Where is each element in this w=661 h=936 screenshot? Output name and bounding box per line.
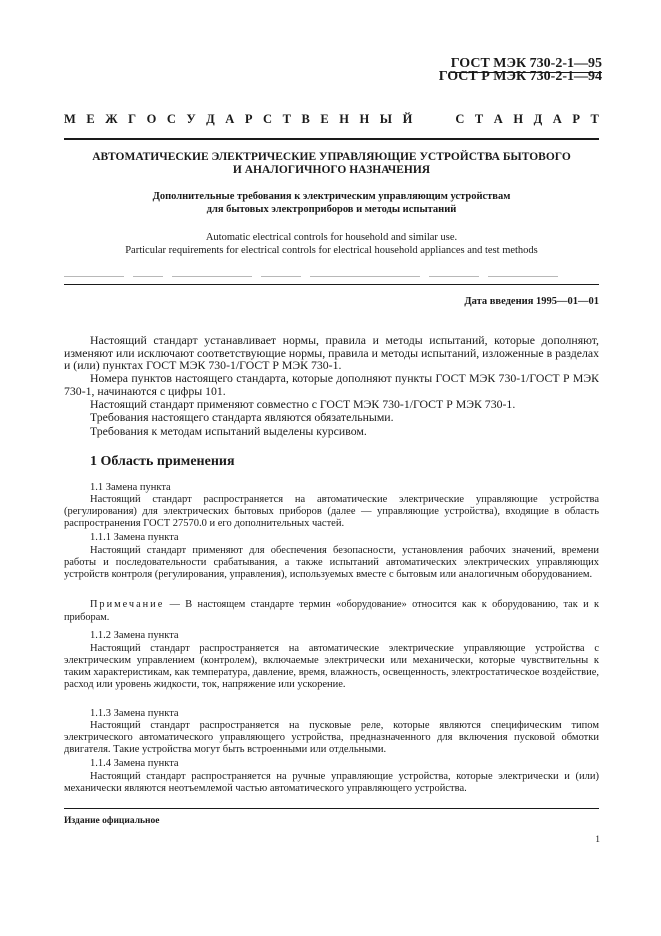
intro-paragraph: Настоящий стандарт устанавливает нормы, правила и методы испытаний, которые дополняют, изменяют или исключают соответствующие нормы, правила и методы испытаний, изложенные в разделах и (или) пунктах ГОСТ МЭК 730-1/ГОСТ Р МЭК 730-1.	[64, 333, 599, 373]
intro-paragraph: Требования настоящего стандарта являются обязательными.	[90, 410, 394, 424]
heading-letter: Е	[320, 112, 329, 126]
document-title: АВТОМАТИЧЕСКИЕ ЭЛЕКТРИЧЕСКИЕ УПРАВЛЯЮЩИЕ УСТРОЙСТВА БЫТОВОГО И АНАЛОГИЧНОГО НАЗНАЧЕНИЯ	[92, 151, 571, 176]
heading-letter: Ы	[379, 112, 393, 126]
heading-letter: Е	[86, 112, 95, 126]
interstate-standard-heading	[64, 112, 599, 127]
heading-letter: Т	[474, 112, 484, 126]
heading-letter: Т	[282, 112, 291, 126]
gost-designation-2: ГОСТ Р МЭК 730-2-1—94	[438, 69, 602, 84]
clause-text: Настоящий стандарт распространяется на автоматические электрические управляющие устройства с электрическим управлением (контролем), включаемые электрически или механически, которые чувствительны к таким характеристикам, как температура, давление, время, влажность, освещенность, электростатическое воздействие, расход или уровень жидкости, ток, напряжение или ускорение.	[64, 643, 599, 690]
heading-letter: Т	[590, 112, 599, 126]
page-number: 1	[595, 835, 600, 845]
note-text: — В настоящем стандарте термин «оборудование» относится как к оборудованию, так и к приборам.	[64, 599, 599, 623]
heading-letter: Н	[339, 112, 349, 126]
intro-paragraph: Требования к методам испытаний выделены курсивом.	[90, 424, 367, 438]
note	[64, 599, 599, 624]
footer-rule	[64, 808, 599, 809]
heading-letter: В	[301, 112, 310, 126]
gost-designation-1: ГОСТ МЭК 730-2-1—95	[450, 56, 602, 71]
heading-letter: Н	[513, 112, 524, 126]
document-subtitle: Дополнительные требования к электрическим управляющим устройствам для бытовых электроприборов и методы испытаний	[152, 191, 511, 215]
note-label: Примечание	[90, 599, 165, 610]
effective-date: Дата введения 1995—01—01	[464, 296, 599, 307]
clause-label: 1.1.4 Замена пункта	[90, 758, 179, 769]
header-rule	[64, 284, 599, 285]
heading-letter: Д	[206, 112, 215, 126]
heading-letter: Н	[359, 112, 370, 126]
heading-letter: Р	[244, 112, 253, 126]
heading-letter: А	[493, 112, 503, 126]
clause-label: 1.1.2 Замена пункта	[90, 630, 179, 641]
heading-letter: Д	[533, 112, 543, 126]
heading-letter	[423, 112, 445, 127]
heading-letter: О	[146, 112, 157, 126]
heading-letter: Ж	[105, 112, 118, 126]
clause-label: 1.1 Замена пункта	[90, 482, 171, 493]
english-title: Automatic electrical controls for household and similar use. Particular requirements for electrical controls for electrical household appliances and test methods	[125, 232, 538, 256]
intro-paragraph: Настоящий стандарт применяют совместно с ГОСТ МЭК 730-1/ГОСТ Р МЭК 730-1.	[90, 397, 516, 411]
clause-label: 1.1.1 Замена пункта	[90, 532, 179, 543]
clause-text: Настоящий стандарт распространяется на пусковые реле, которые являются специфическим типом электрического автоматического управляющего устройства, предназначенного для включения пусковой обмотки двигателя. Такие устройства могут быть встроенными или отдельными.	[64, 720, 599, 755]
clause-text: Настоящий стандарт распространяется на ручные управляющие устройства, которые электрически и (или) механически являются неотъемлемой частью автоматического управляющего устройства.	[64, 771, 599, 794]
top-rule	[64, 138, 599, 140]
heading-letter: С	[166, 112, 176, 126]
heading-letter: С	[263, 112, 273, 126]
heading-letter: А	[552, 112, 562, 126]
heading-letter: У	[186, 112, 196, 126]
heading-letter: Р	[572, 112, 580, 126]
heading-letter: Г	[128, 112, 137, 126]
intro-paragraph: Номера пунктов настоящего стандарта, которые дополняют пункты ГОСТ МЭК 730-1/ГОСТ Р МЭК 730-1, начинаются с цифры 101.	[64, 371, 599, 398]
clause-label: 1.1.3 Замена пункта	[90, 708, 179, 719]
clause-text: Настоящий стандарт распространяется на автоматические электрические управляющие устройства (регулирования) для электрических бытовых приборов (далее — управляющие устройства), входящие в область распространения ГОСТ 27570.0 и его дополнительных частей.	[64, 494, 599, 529]
heading-letter: С	[455, 112, 465, 126]
heading-letter: М	[64, 112, 76, 126]
heading-letter: Й	[402, 112, 413, 126]
heading-letter: А	[225, 112, 235, 126]
section-heading: 1 Область применения	[90, 454, 235, 469]
faint-divider	[64, 276, 599, 278]
clause-text: Настоящий стандарт применяют для обеспечения безопасности, установления рабочих значений, времени работы и последовательности срабатывания, а также испытаний автоматических электрических управляющих устройств контроля (регулирования, управления), используемых вместе с бытовым или аналогичным оборудованием.	[64, 545, 599, 580]
official-edition-label: Издание официальное	[64, 816, 160, 826]
